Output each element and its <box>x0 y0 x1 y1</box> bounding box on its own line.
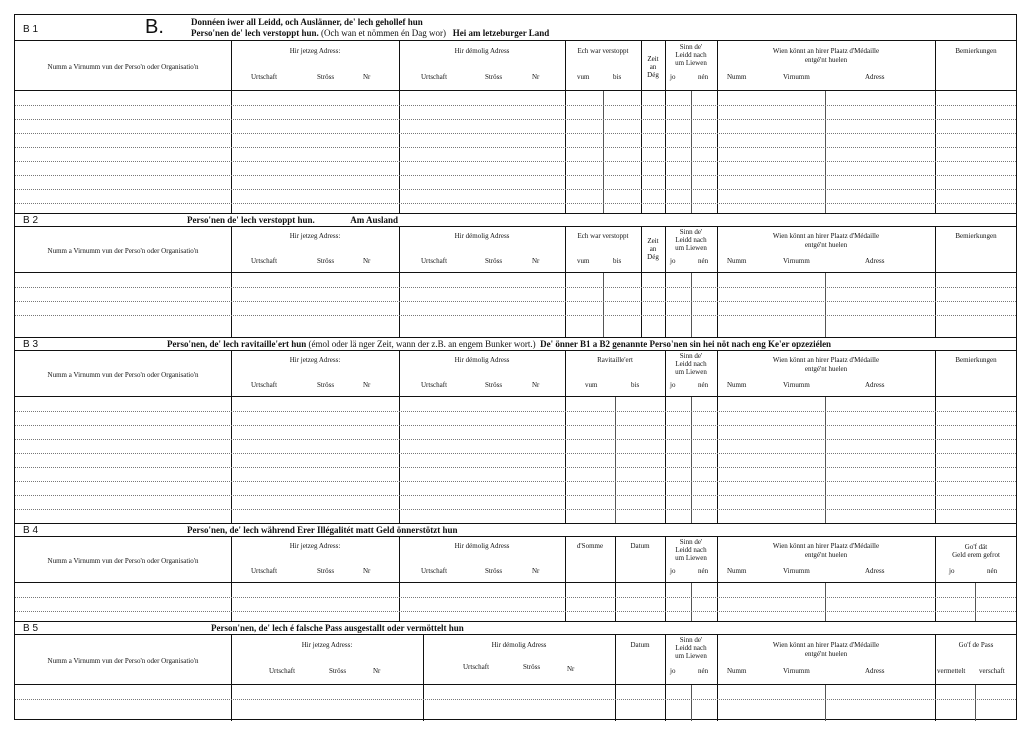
jo-label: jo <box>670 381 676 389</box>
virnumm-label: Virnumm <box>783 73 810 81</box>
name-col-label: Numm a Virnumm vun der Perso'n oder Organisatio'n <box>47 657 199 665</box>
nr-label: Nr <box>532 73 540 81</box>
urtschaft-label: Urtschaft <box>463 663 490 671</box>
datum-label: Datum <box>630 542 650 550</box>
section-b4-titlebar <box>15 523 1016 537</box>
urtschaft-label: Urtschaft <box>421 567 448 575</box>
current-addr-label: Hir jetzeg Adress: <box>289 542 341 550</box>
urtschaft-label: Urtschaft <box>421 257 448 265</box>
stross-label: Ströss <box>317 73 335 81</box>
current-addr-label: Hir jetzeg Adress: <box>301 641 353 649</box>
stross-label: Ströss <box>329 667 347 675</box>
jo-label: jo <box>670 73 676 81</box>
jo-label: jo <box>949 567 955 575</box>
vermettelt-label: vermettelt <box>937 667 966 675</box>
sinn-label-2: Leidd nach <box>675 546 707 554</box>
deg-label: Dég <box>647 253 659 261</box>
former-addr-label: Hir démolig Adress <box>454 47 510 55</box>
table-body[interactable] <box>15 583 1016 621</box>
hidden-label: Ech war verstoppt <box>577 47 629 55</box>
an-label: an <box>649 245 657 253</box>
sinn-label-1: Sinn de' <box>679 538 703 546</box>
adress-label: Adress <box>865 667 885 675</box>
section-title <box>187 215 398 225</box>
remarks-label: Bemierkungen <box>955 47 997 55</box>
stross-label: Ströss <box>317 257 335 265</box>
medal-label-2: entgé'nt huelen <box>804 241 848 249</box>
title-text: Perso'nen, de' lech ravitaille'ert hun <box>167 339 307 349</box>
nr-label: Nr <box>532 567 540 575</box>
sinn-label-3: um Liewen <box>675 368 707 376</box>
sinn-label-3: um Liewen <box>675 59 707 67</box>
current-addr-label: Hir jetzeg Adress: <box>289 47 341 55</box>
virnumm-label: Virnumm <box>783 567 810 575</box>
sinn-label-1: Sinn de' <box>679 636 703 644</box>
table-body[interactable] <box>15 273 1016 337</box>
medal-label-2: entgé'nt huelen <box>804 56 848 64</box>
name-col-label: Numm a Virnumm vun der Perso'n oder Organisatio'n <box>47 371 199 379</box>
nen-label: nén <box>698 257 709 265</box>
name-col-label: Numm a Virnumm vun der Perso'n oder Organisatio'n <box>47 63 199 71</box>
numm-label: Numm <box>727 567 747 575</box>
vum-label: vum <box>577 73 590 81</box>
deg-label: Dég <box>647 71 659 79</box>
adress-label: Adress <box>865 257 885 265</box>
nen-label: nén <box>698 667 709 675</box>
sinn-label-2: Leidd nach <box>675 236 707 244</box>
stross-label: Ströss <box>485 381 503 389</box>
nen-label: nén <box>698 567 709 575</box>
urtschaft-label: Urtschaft <box>269 667 296 675</box>
title-line2-text: Perso'nen de' lech verstoppt hun. <box>191 28 319 38</box>
jo-label: jo <box>670 667 676 675</box>
nr-label: Nr <box>373 667 381 675</box>
sinn-label-1: Sinn de' <box>679 352 703 360</box>
title-extra: De' önner B1 a B2 genannte Perso'nen sin hei nöt nach eng Ke'er opzeziélen <box>540 339 832 349</box>
former-addr-label: Hir démolig Adress <box>491 641 547 649</box>
sinn-label-2: Leidd nach <box>675 51 707 59</box>
section-b3 <box>15 337 1016 523</box>
urtschaft-label: Urtschaft <box>421 381 448 389</box>
section-title: Donnéen iwer all Leidd, och Auslänner, de' lech gehollef hun <box>191 17 423 27</box>
section-b1-titlebar <box>15 15 1016 41</box>
section-title <box>167 339 831 349</box>
table-body[interactable] <box>15 397 1016 523</box>
adress-label: Adress <box>865 567 885 575</box>
section-title-line2 <box>191 28 549 38</box>
gelt-label-2: Geld erem gefrot <box>952 551 1000 559</box>
nr-label: Nr <box>532 381 540 389</box>
somme-label: d'Somme <box>576 542 604 550</box>
name-col-label: Numm a Virnumm vun der Perso'n oder Organisatio'n <box>47 557 199 565</box>
section-b4 <box>15 523 1016 621</box>
nen-label: nén <box>987 567 998 575</box>
current-addr-label: Hir jetzeg Adress: <box>289 356 341 364</box>
section-b2-titlebar <box>15 213 1016 227</box>
section-code: B 2 <box>23 215 39 226</box>
table-header <box>15 41 1016 91</box>
medal-label-1: Wien könnt an hirer Plaatz d'Médaille <box>772 542 880 550</box>
section-title: Perso'nen, de' lech während Erer Illégalitét matt Geld önnerstötzt hun <box>187 525 458 535</box>
numm-label: Numm <box>727 73 747 81</box>
nr-label: Nr <box>363 381 371 389</box>
section-title: Person'nen, de' lech é falsche Pass ausgestallt oder vermöttelt hun <box>211 623 464 633</box>
sinn-label-3: um Liewen <box>675 652 707 660</box>
jo-label: jo <box>670 257 676 265</box>
virnumm-label: Virnumm <box>783 257 810 265</box>
section-code: B 1 <box>23 24 39 35</box>
vum-label: vum <box>577 257 590 265</box>
urtschaft-label: Urtschaft <box>251 381 278 389</box>
form-page <box>14 14 1017 720</box>
current-addr-label: Hir jetzeg Adress: <box>289 232 341 240</box>
stross-label: Ströss <box>523 663 541 671</box>
big-letter: B. <box>145 16 164 38</box>
stross-label: Ströss <box>485 257 503 265</box>
urtschaft-label: Urtschaft <box>251 257 278 265</box>
section-b2 <box>15 213 1016 337</box>
sinn-label-2: Leidd nach <box>675 360 707 368</box>
table-header <box>15 537 1016 583</box>
stross-label: Ströss <box>485 73 503 81</box>
section-b5-titlebar <box>15 621 1016 635</box>
title-place: Hei am letzeburger Land <box>452 28 550 38</box>
vum-label: vum <box>585 381 598 389</box>
adress-label: Adress <box>865 381 885 389</box>
bis-label: bis <box>613 257 622 265</box>
hidden-label: Ech war verstoppt <box>577 232 629 240</box>
sinn-label-3: um Liewen <box>675 554 707 562</box>
name-col-label: Numm a Virnumm vun der Perso'n oder Organisatio'n <box>47 247 199 255</box>
urtschaft-label: Urtschaft <box>251 567 278 575</box>
former-addr-label: Hir démolig Adress <box>454 542 510 550</box>
sinn-label-2: Leidd nach <box>675 644 707 652</box>
stross-label: Ströss <box>485 567 503 575</box>
medal-label-1: Wien könnt an hirer Plaatz d'Médaille <box>772 232 880 240</box>
pass-label: Go'f de Pass <box>958 641 994 649</box>
sinn-label-3: um Liewen <box>675 244 707 252</box>
nr-label: Nr <box>567 665 575 673</box>
numm-label: Numm <box>727 257 747 265</box>
ravit-label: Ravitaille'ert <box>597 356 633 364</box>
bis-label: bis <box>631 381 640 389</box>
section-code: B 5 <box>23 623 39 634</box>
datum-label: Datum <box>630 641 650 649</box>
title-text: Perso'nen de' lech verstoppt hun. <box>187 215 315 225</box>
table-body[interactable] <box>15 91 1016 213</box>
former-addr-label: Hir démolig Adress <box>454 356 510 364</box>
nr-label: Nr <box>532 257 540 265</box>
table-header <box>15 635 1016 685</box>
section-code: B 3 <box>23 339 39 350</box>
zeit-label: Zeit <box>647 55 659 63</box>
table-header <box>15 351 1016 397</box>
former-addr-label: Hir démolig Adress <box>454 232 510 240</box>
medal-label-2: entgé'nt huelen <box>804 365 848 373</box>
nen-label: nén <box>698 73 709 81</box>
urtschaft-label: Urtschaft <box>251 73 278 81</box>
an-label: an <box>649 63 657 71</box>
stross-label: Ströss <box>317 381 335 389</box>
section-b1 <box>15 15 1016 213</box>
title-place: Am Ausland <box>350 215 399 225</box>
title-note: (Och wan et nömmen én Dag wor) <box>321 28 446 38</box>
medal-label-2: entgé'nt huelen <box>804 650 848 658</box>
remarks-label: Bemierkungen <box>955 232 997 240</box>
medal-label-1: Wien könnt an hirer Plaatz d'Médaille <box>772 47 880 55</box>
section-b3-titlebar <box>15 337 1016 351</box>
section-b5 <box>15 621 1016 721</box>
table-body[interactable] <box>15 685 1016 721</box>
virnumm-label: Virnumm <box>783 667 810 675</box>
medal-label-2: entgé'nt huelen <box>804 551 848 559</box>
verschaft-label: verschaft <box>979 667 1005 675</box>
remarks-label: Bemierkungen <box>955 356 997 364</box>
numm-label: Numm <box>727 381 747 389</box>
jo-label: jo <box>670 567 676 575</box>
adress-label: Adress <box>865 73 885 81</box>
virnumm-label: Virnumm <box>783 381 810 389</box>
stross-label: Ströss <box>317 567 335 575</box>
gelt-label-1: Go'f dät <box>964 543 988 551</box>
nr-label: Nr <box>363 567 371 575</box>
medal-label-1: Wien könnt an hirer Plaatz d'Médaille <box>772 641 880 649</box>
medal-label-1: Wien könnt an hirer Plaatz d'Médaille <box>772 356 880 364</box>
table-header <box>15 227 1016 273</box>
urtschaft-label: Urtschaft <box>421 73 448 81</box>
zeit-label: Zeit <box>647 237 659 245</box>
title-note: (émol oder lä nger Zeit, wann der z.B. an engem Bunker wort.) <box>308 339 536 349</box>
nr-label: Nr <box>363 73 371 81</box>
nen-label: nén <box>698 381 709 389</box>
nr-label: Nr <box>363 257 371 265</box>
numm-label: Numm <box>727 667 747 675</box>
section-code: B 4 <box>23 525 39 536</box>
sinn-label-1: Sinn de' <box>679 43 703 51</box>
sinn-label-1: Sinn de' <box>679 228 703 236</box>
bis-label: bis <box>613 73 622 81</box>
